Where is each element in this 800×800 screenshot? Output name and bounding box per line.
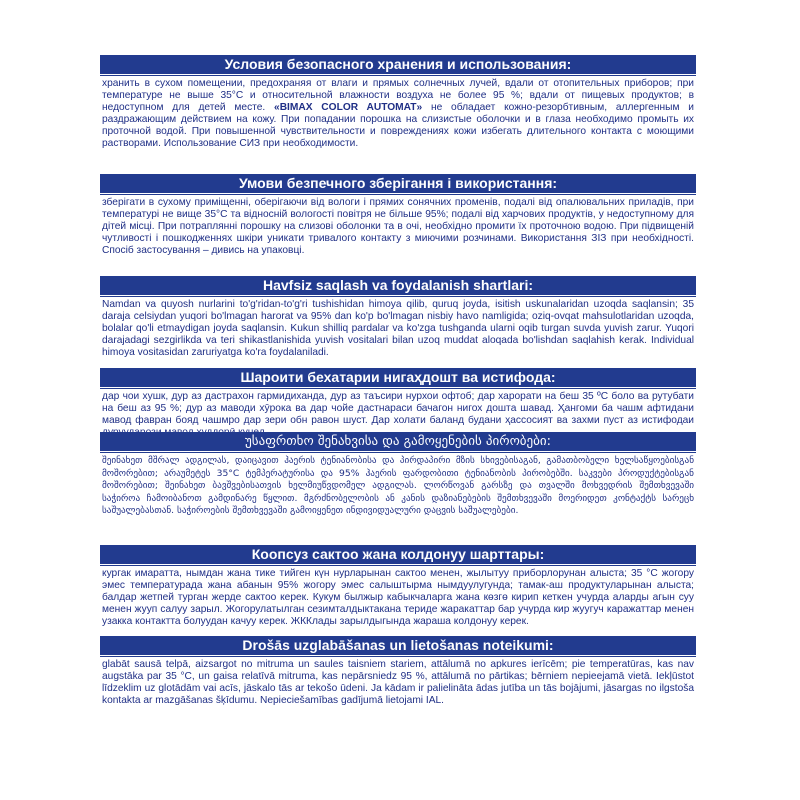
section-kyrgyz — [100, 545, 696, 628]
section-uzbek — [100, 276, 696, 359]
section-title: Умови безпечного зберігання і використання: — [100, 174, 696, 194]
section-title: უსაფრთხო შენახვისა და გამოყენების პირობები: — [100, 432, 696, 452]
section-latvian — [100, 636, 696, 707]
section-title: Drošās uzglabāšanas un lietošanas noteikumi: — [100, 636, 696, 656]
section-text-part: хранить в сухом помещении, предохраняя от влаги и прямых солнечных лучей, вдали от отопительных приборов; при температуре не выше 35°С и относительной влажности воздуха не более 95 %; вдали от пищевых продуктов; в недоступном для детей месте. — [102, 78, 694, 113]
section-georgian — [100, 432, 696, 518]
section-text: зберігати в сухому приміщенні, оберігаючи від вологи і прямих сонячних променів, подалі від опалювальних приладів, при температурі не вище 35°С та відносній вологості повітря не більше 95%; подалі від харчових продуктів, у недоступному для дітей місці. При потраплянні порошку на слизові оболонки та в очі, необхідно промити їх проточною водою. При підвищеній чутливості і пошкодженнях шкіри уникати тривалого контакту з миючими розчинами. Використання ЗІЗ при необхідності. Спосіб застосування – дивись на упаковці. — [100, 194, 696, 257]
section-text: кургак имаратта, нымдан жана тике тийген күн нурларынан сактоо менен, жылытуу приборлорунан алыста; 35 °С жогору эмес температурада жана абанын 95% жогору эмес салыштырма нымдуулугунда; тамак-аш продуктуларынан алыста; балдар жетпей турган жерде сактоо керек. Кукум былжыр кабыкчаларга жана көзгө кирип кеткен учурда аларды агын суу менен жууп салуу зарыл. Жогорулатылган сезимталдыктакана териде жаракаттар бар учурда кир жуугуч каражаттар менен узакка контактта болуудан качуу керек. ЖККлады зарылдыгында жараша колдонуу керек. — [100, 565, 696, 628]
section-title: Havfsiz saqlash va foydalanish shartlari: — [100, 276, 696, 296]
brand-name: «BIMAX COLOR AUTOMAT» — [274, 102, 423, 113]
section-text: შეინახეთ მშრალ ადგილას, დაიცავით ჰაერის ტენიანობისა და პირდაპირი მზის სხივებისაგან, გამათბობელი ხელსაწყოებისგან მოშორებით; არაუმეტეს 35°C ტემპერატურისა და 95% ჰაერის ფარდობითი ტენიანობის პირობებში. საკვები პროდუქტებისგან მოშორებით; შეინახეთ ბავშვებისათვის ხელმიუწვდომელ ადგილას. ლორწოვან გარსზე და თვალში მოხვედრის შემთხვევაში საჭიროა ჩამოიბანოთ გამდინარე წყლით. მგრძნობელობის ან კანის დაზიანებების შემთხვევაში მოერიდეთ კონტაქტს სარეცხ საშუალებასთან. საჭიროების შემთხვევაში გამოიყენეთ ინდივიდუალური დაცვის საშუალებები. — [100, 452, 696, 518]
section-ukrainian — [100, 174, 696, 257]
section-russian — [100, 55, 696, 150]
section-title: Условия безопасного хранения и использования: — [100, 55, 696, 75]
section-text: Namdan va quyosh nurlarini to'g'ridan-to'g'ri tushishidan himoya qilib, quruq joyda, isitish uskunalaridan uzoqda saqlansin; 35 daraja celsiydan yuqori bo'lmagan harorat va 95% dan ko'p bo'lmagan nisbiy havo namligida; oziq-ovqat mahsulotlaridan uzoqda, bolalar qo'li etmaydigan joyda saqlansin. Kukun shilliq pardalar va ko'zga tushganda ularni oqib turgan suvda yuvish zarur. Yuqori darajadagi sezgirlikda va teri shikastlanishida yuvish vositalari bilan uzoq muddat aloqada bo'lishdan saqlahish kerak. Individual himoya vositasidan zaruriyatga ko'ra foydalaniladi. — [100, 296, 696, 359]
section-text — [100, 75, 696, 150]
section-text-part: не обладает кожно-резорбтивным, аллергенным и раздражающим действием на кожу. При попадании порошка на слизистые оболочки и в глаза необходимо промыть их проточной водой. При повышенной чувствительности и повреждениях кожи избегать длительного контакта с моющими растворами. Использование СИЗ при необходимости. — [102, 102, 694, 149]
section-title: Коопсуз сактоо жана колдонуу шарттары: — [100, 545, 696, 565]
section-tajik — [100, 368, 696, 439]
section-title: Шароити бехатарии нигаҳдошт ва истифода: — [100, 368, 696, 388]
section-text: дар чои хушк, дур аз дастрахон гармидиханда, дур аз таъсири нурхои офтоб; дар харорати на беш 35 ºС боло ва рутубати на беш аз 95 %; дур аз маводи хӯрока ва дар чойе дастнараси бачагон нигох доштa шавад. Ҳангоми ба чашм афтидани мавод фаврaн бояд чашмро дар зери обн равон шуст. Дар холати баланд будани ҳассосият ва захми пуст аз истифодаи — [100, 388, 696, 439]
section-text: glabāt sausā telpā, aizsargot no mitruma un saules taisniem stariem, attālumā no apkures ierīcēm; pie temperatūras, kas nav augstāka par 35 °C, un gaisa relatīvā mitruma, kas nepārsniedz 95 %, attālumā no pārtikas; bērniem nepieejamā vietā. Iekļūstot līdzeklim uz glotādām vai acīs, jāskalo tās ar tekošo ūdeni. Ja kādam ir palielināta ādas jutība un tās bojājumi, jāsargas no ilgstoša kontakta ar mazgāšanas šķīdumu. Nepieciešamības gadījumā lietojami IAL. — [100, 656, 696, 707]
